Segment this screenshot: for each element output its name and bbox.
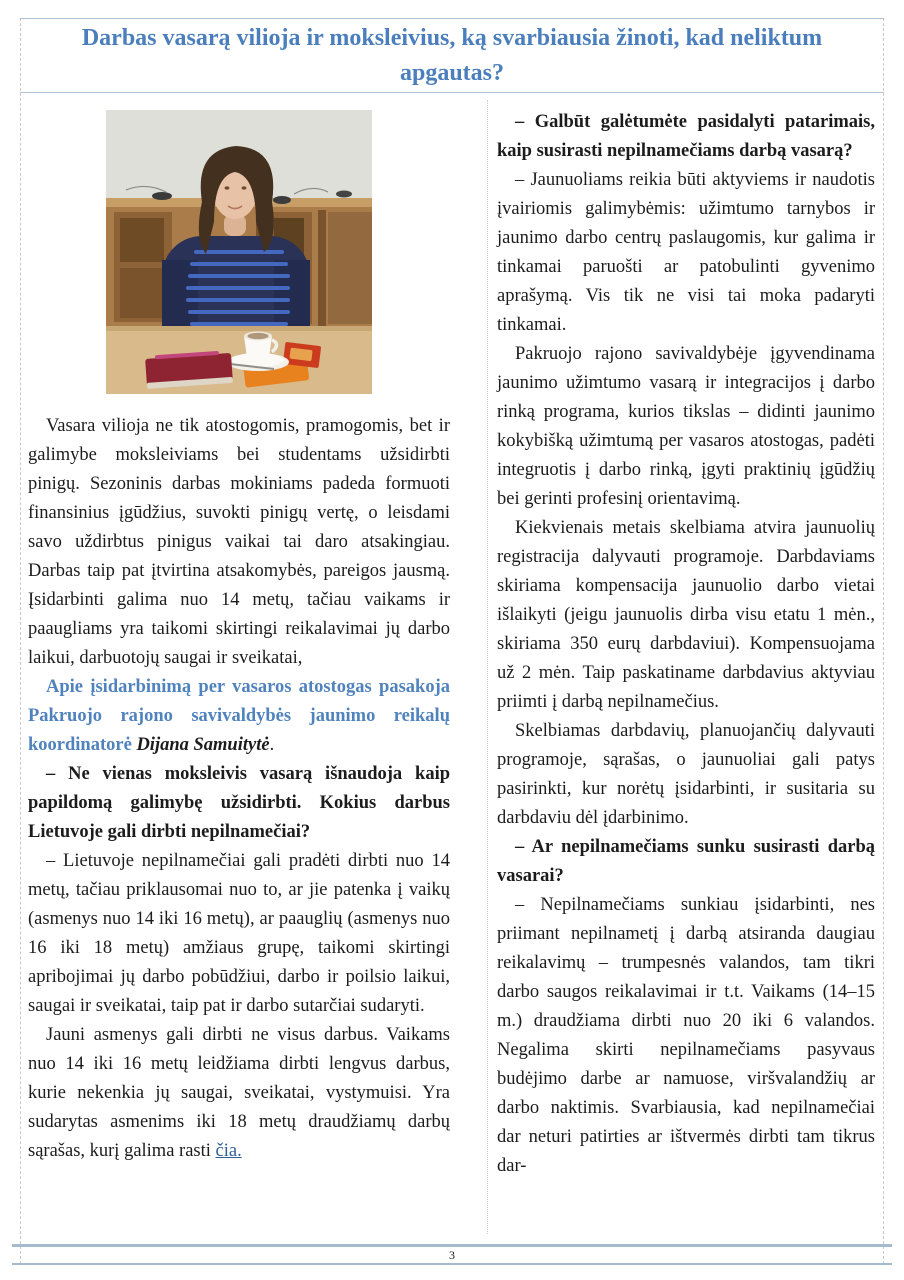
page-title: Darbas vasarą vilioja ir moksleivius, ką svarbiausia žinoti, kad neliktum apgautas? bbox=[81, 24, 823, 86]
column-divider bbox=[487, 100, 488, 1234]
paragraph bbox=[28, 760, 450, 847]
paragraph bbox=[497, 717, 875, 833]
paragraph bbox=[497, 514, 875, 717]
text-segment: – Ne vienas moksleivis vasarą išnaudoja kaip papildomą galimybę užsidirbti. Kokius darbus Lietuvoje gali dirbti nepilnamečiai? bbox=[28, 764, 450, 842]
paragraph bbox=[497, 891, 875, 1181]
page-border-left bbox=[20, 18, 21, 1264]
paragraph bbox=[28, 1021, 450, 1166]
paragraph bbox=[28, 412, 450, 673]
text-segment: – Ar nepilnamečiams sunku susirasti darbą vasarai? bbox=[497, 837, 875, 886]
text-segment: . bbox=[269, 735, 275, 755]
paragraph bbox=[497, 340, 875, 514]
right-column bbox=[497, 96, 875, 1181]
text-segment: Apie įsidarbinimą per vasaros atostogas pasakoja Pakruojo rajono savivaldybės jaunimo reikalų koordinatorė bbox=[28, 677, 450, 755]
page-number: 3 bbox=[449, 1248, 455, 1262]
paragraph bbox=[497, 108, 875, 166]
page-border-right bbox=[883, 18, 884, 1264]
title-box bbox=[20, 18, 884, 93]
paragraph bbox=[28, 847, 450, 1021]
article-columns bbox=[28, 96, 875, 1244]
paragraph bbox=[497, 166, 875, 340]
text-segment: – Lietuvoje nepilnamečiai gali pradėti dirbti nuo 14 metų, tačiau priklausomai nuo to, ar jie patenka į vaikų (asmenys nuo 14 iki 16 metų), ar paauglių (asmenys nuo 16 iki 18 metų) amžiaus grupę, taikomi skirtingi apribojimai jų darbo pobūdžiui, darbo ir poilsio laikui, saugai ir sveikatai, taip pat ir darbo sutarčiai sudaryti. bbox=[28, 851, 450, 1016]
paragraph bbox=[28, 673, 450, 760]
photo-illustration bbox=[106, 110, 372, 394]
text-segment: Dijana Samuitytė bbox=[136, 735, 270, 755]
text-segment: Vasara vilioja ne tik atostogomis, pramogomis, bet ir galimybe moksleiviams bei studentams užsidirbti pinigų. Sezoninis darbas mokiniams padeda formuoti finansinius įgūdžius, suvokti pinigų vertę, o leisdami savo uždirbtus pinigus vaikai tai daro atsakingiau. Darbas taip pat įtvirtina atsakomybės, pareigos jausmą. Įsidarbinti galima nuo 14 metų, tačiau vaikams ir paaugliams yra taikomi skirtingi reikalavimai jų darbo laikui, darbuotojų saugai ir sveikatai, bbox=[28, 416, 450, 668]
text-segment: Jauni asmenys gali dirbti ne visus darbus. Vaikams nuo 14 iki 16 metų leidžiama dirbti lengvus darbus, kurie nekenkia jų saugai, sveikatai, vystymuisi. Yra sudarytas asmenims iki 18 metų draudžiamų darbų sąrašas, kurį galima rasti bbox=[28, 1025, 450, 1161]
footer-rule-bottom bbox=[12, 1263, 892, 1265]
page-footer bbox=[12, 1244, 892, 1265]
text-segment: – Jaunuoliams reikia būti aktyviems ir naudotis įvairiomis galimybėmis: užimtumo tarnybos ir jaunimo darbo centrų paslaugomis, kur galima ir tinkamai paruošti ar patobulinti gyvenimo aprašymą. Vis tik ne visi tai moka padaryti tinkamai. bbox=[497, 170, 875, 335]
text-segment: – Galbūt galėtumėte pasidalyti patarimais, kaip susirasti nepilnamečiams darbą vasarą? bbox=[497, 112, 875, 161]
interview-photo bbox=[106, 110, 372, 394]
paragraph bbox=[497, 833, 875, 891]
left-column bbox=[28, 96, 450, 1166]
cia-link[interactable]: čia. bbox=[215, 1141, 242, 1161]
text-segment: Pakruojo rajono savivaldybėje įgyvendinama jaunimo užimtumo vasarą ir integracijos į darbo rinką programa, kurios tikslas – didinti jaunimo kokybišką užimtumą per vasaros atostogas, padėti integruotis į darbo rinką, įgyti praktinių įgūdžių bei gerinti profesinį orientavimą. bbox=[497, 344, 875, 509]
text-segment: – Nepilnamečiams sunkiau įsidarbinti, nes priimant nepilnametį į darbą atsiranda daugiau reikalavimų – trumpesnės valandos, tam tikri darbo saugos reikalavimai ir t.t. Vaikams (14–15 m.) draudžiama dirbti nuo 20 iki 6 valandos. Negalima skirti nepilnamečiams pasyvaus budėjimo darbe ar namuose, viršvalandžių ar darbo naktimis. Svarbiausia, kad nepilnamečiai dar neturi patirties ar ištvermės dirbti tam tikrus dar- bbox=[497, 895, 875, 1176]
text-segment: Kiekvienais metais skelbiama atvira jaunuolių registracija dalyvauti programoje. Darbdaviams skiriama kompensacija jaunuolio darbo vietai išlaikyti (jeigu jaunuolis dirba visu etatu 1 mėn., skiriama 350 eurų darbdaviui). Kompensuojama už 2 mėn. Taip paskatiname darbdavius aktyviau priimti į darbą nepilnamečius. bbox=[497, 518, 875, 712]
text-segment: Skelbiamas darbdavių, planuojančių dalyvauti programoje, sąrašas, o jaunuoliai gali patys pasirinkti, kur norėtų įsidarbinti, ir susitaria su darbdaviu dėl įdarbinimo. bbox=[497, 721, 875, 828]
left-column-text bbox=[28, 412, 450, 1166]
